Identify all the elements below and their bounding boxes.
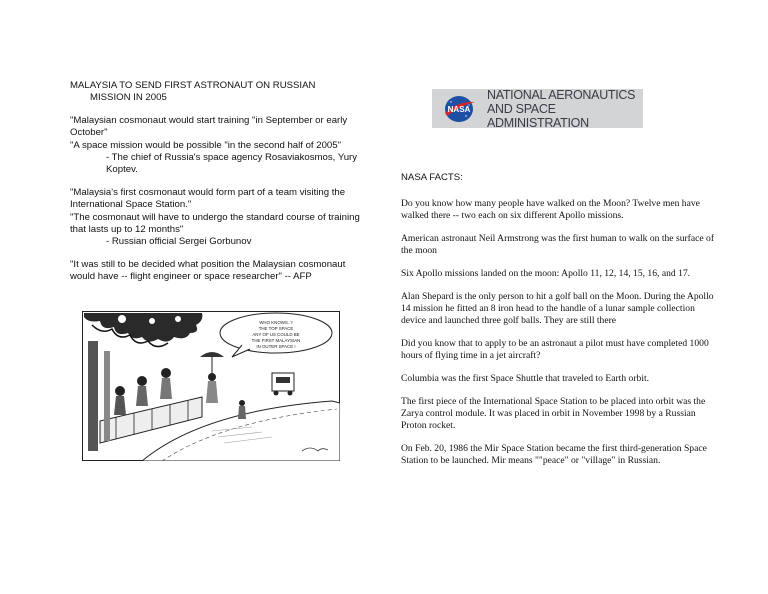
- fact-item: Did you know that to apply to be an astronaut a pilot must have completed 1000 hours of flying time in a jet aircraft?: [401, 338, 709, 361]
- fact-item: The first piece of the International Space Station to be placed into orbit was the Zarya control module. It was placed in orbit in November 1998 by a Russian Proton rocket.: [401, 396, 706, 431]
- fact-item: Alan Shepard is the only person to hit a golf ball on the Moon. During the Apollo 14 mission he fitted an 8 iron head to the handle of a lunar sample collection device and launched three golf balls. They are still there: [401, 291, 714, 326]
- nasa-meatball-icon: [442, 95, 476, 123]
- fact-item: Do you know how many people have walked on the Moon? Twelve men have walked there -- two each on six different Apollo missions.: [401, 198, 700, 221]
- nasa-facts: [401, 172, 721, 478]
- nasa-name-line2: AND SPACE ADMINISTRATION: [487, 101, 589, 130]
- nasa-wordmark: [487, 88, 643, 130]
- speech-line: THE FIRST MALAYSIAN: [251, 338, 301, 343]
- nasa-badge-text: NASA: [447, 104, 471, 114]
- fact-item: American astronaut Neil Armstrong was the first human to walk on the surface of the moon: [401, 233, 715, 256]
- quote-text: "A space mission would be possible "in the second half of 2005": [70, 139, 342, 151]
- quote-attribution: - The chief of Russia's space agency Rosaviakosmos, Yury Koptev.: [106, 152, 358, 176]
- quote-text: "It was still to be decided what position the Malaysian cosmonaut would have -- flight engineer or space researcher" -- AFP: [70, 258, 346, 283]
- nasa-name-line1: NATIONAL AERONAUTICS: [487, 87, 636, 102]
- quote-text: "Malaysian cosmonaut would start training "in September or early October": [70, 114, 348, 139]
- fact-item: Six Apollo missions landed on the moon: Apollo 11, 12, 14, 15, 16, and 17.: [401, 268, 691, 279]
- news-article: [70, 80, 370, 284]
- quote-attribution: - Russian official Sergei Gorbunov: [106, 236, 252, 248]
- quote-text: "The cosmonaut will have to undergo the standard course of training that lasts up to 12 months": [70, 211, 360, 236]
- fact-item: On Feb. 20, 1986 the Mir Space Station became the first third-generation Space Station to be launched. Mir means ""peace" or "village" in Russian.: [401, 443, 707, 466]
- fact-item: Columbia was the first Space Shuttle that traveled to Earth orbit.: [401, 373, 650, 384]
- facts-heading: NASA FACTS:: [401, 172, 463, 183]
- nasa-logo-banner: [432, 89, 643, 128]
- speech-line: WHO KNOWS..?: [259, 320, 293, 325]
- quote-text: "Malaysia's first cosmonaut would form part of a team visiting the International Space Station.": [70, 186, 346, 211]
- cartoon-illustration: [82, 311, 340, 461]
- article-title-line2: MISSION IN 2005: [90, 92, 167, 104]
- speech-line: ANY OF US COULD BE: [252, 332, 300, 337]
- speech-line: IN OUTER SPACE !: [256, 344, 296, 349]
- speech-line: THE TOP SPACE: [258, 326, 294, 331]
- article-title: MALAYSIA TO SEND FIRST ASTRONAUT ON RUSSIAN: [70, 80, 316, 91]
